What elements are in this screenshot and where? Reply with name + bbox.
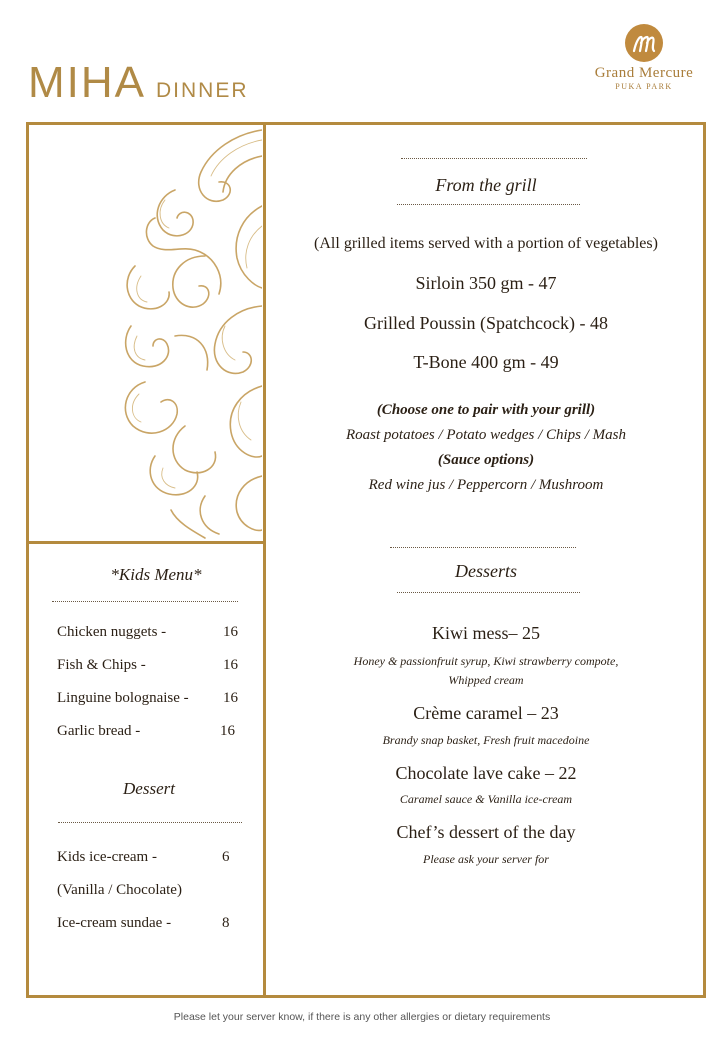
kids-dessert-price: 6 <box>222 849 230 865</box>
dessert-item: Chocolate lave cake – 22 <box>395 763 577 783</box>
kids-item-name: Linguine bolognaise - <box>57 690 189 706</box>
kids-item-name: Garlic bread - <box>57 723 141 739</box>
allergy-footer-note: Please let your server know, if there is any other allergies or dietary requirements <box>173 1011 551 1023</box>
kids-item-price: 16 <box>223 624 238 640</box>
grill-item: Sirloin 350 gm - 47 <box>415 273 557 293</box>
desserts-section-title: Desserts <box>455 561 517 581</box>
kids-item-price: 16 <box>223 657 238 673</box>
pair-heading: (Choose one to pair with your grill) <box>376 402 596 418</box>
menu-subtitle: DINNER <box>156 79 249 102</box>
brand-name: Grand Mercure <box>594 65 694 81</box>
kids-dessert-name: Kids ice-cream - <box>57 849 157 865</box>
dessert-desc: Please ask your server for <box>423 852 549 866</box>
desserts-bottom-dots <box>397 592 580 593</box>
dessert-desc: Brandy snap basket, Fresh fruit macedoine <box>382 733 590 747</box>
dessert-desc: Caramel sauce & Vanilla ice-cream <box>399 792 573 806</box>
logo-m-icon <box>625 24 663 62</box>
kids-dessert-name: Ice-cream sundae - <box>57 915 172 931</box>
kids-item-name: Chicken nuggets - <box>57 624 167 640</box>
brand-subname: PUKA PARK <box>615 82 673 91</box>
sauce-options: Red wine jus / Peppercorn / Mushroom <box>368 477 604 493</box>
kids-dessert-dots <box>58 822 242 823</box>
pair-options: Roast potatoes / Potato wedges / Chips / Mash <box>346 427 626 443</box>
dessert-item: Chef’s dessert of the day <box>396 822 576 842</box>
grill-item: Grilled Poussin (Spatchcock) - 48 <box>364 313 608 333</box>
kids-dessert-title: Dessert <box>123 779 175 798</box>
kids-dessert-name: (Vanilla / Chocolate) <box>57 882 182 898</box>
grill-item: T-Bone 400 gm - 49 <box>413 352 559 372</box>
kids-item-name: Fish & Chips - <box>57 657 146 673</box>
dessert-item: Crème caramel – 23 <box>413 703 559 723</box>
dessert-desc: Honey & passionfruit syrup, Kiwi strawberry compote, <box>353 654 619 668</box>
maori-ornament-icon <box>115 126 262 540</box>
brand-logo <box>580 24 708 91</box>
desserts-top-dots <box>390 547 576 548</box>
kids-menu-title: *Kids Menu* <box>110 565 202 584</box>
grill-top-dots <box>401 158 587 159</box>
dessert-desc: Whipped cream <box>448 673 524 687</box>
page-title <box>28 58 249 108</box>
menu-title: MIHA <box>28 58 146 107</box>
grill-note: (All grilled items served with a portion of vegetables) <box>314 235 658 252</box>
kids-title-dots <box>52 601 238 602</box>
left-panel-divider <box>26 541 266 544</box>
kids-dessert-price: 8 <box>222 915 230 931</box>
grill-bottom-dots <box>397 204 580 205</box>
dessert-item: Kiwi mess– 25 <box>432 623 540 643</box>
kids-item-price: 16 <box>220 723 235 739</box>
sauce-heading: (Sauce options) <box>437 452 535 468</box>
kids-item-price: 16 <box>223 690 238 706</box>
grill-section-title: From the grill <box>435 175 537 195</box>
